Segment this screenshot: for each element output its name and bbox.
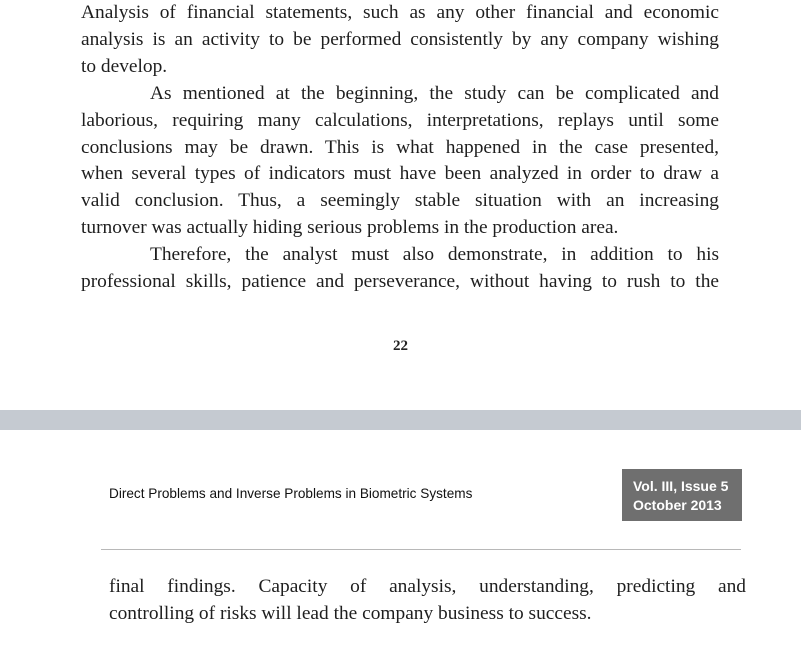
text-line: conclusions may be drawn. This is what happened in the case presented, (81, 136, 719, 158)
body-text-bottom (109, 574, 746, 628)
text-line: to develop. (81, 55, 168, 77)
paragraph-1 (81, 0, 719, 81)
text-line: As mentioned at the beginning, the study can be complicated and (150, 82, 719, 104)
text-line: Therefore, the analyst must also demonstrate, in addition to his (150, 244, 719, 266)
paragraph-4 (109, 574, 746, 628)
text-line: professional skills, patience and perseverance, without having to rush to the (81, 271, 719, 293)
page-separator (0, 410, 801, 430)
header-divider (101, 549, 741, 550)
issue-badge (622, 469, 742, 521)
journal-title: Direct Problems and Inverse Problems in Biometric Systems (109, 486, 473, 501)
text-line: laborious, requiring many calculations, interpretations, replays until some (81, 109, 719, 131)
volume-issue: Vol. III, Issue 5 (633, 478, 729, 494)
paragraph-3 (81, 242, 719, 296)
issue-date: October 2013 (633, 497, 722, 513)
body-text-top (81, 0, 719, 296)
text-line: analysis is an activity to be performed consistently by any company wishing (81, 28, 719, 50)
text-line: final findings. Capacity of analysis, understanding, predicting and (109, 576, 746, 597)
text-line: controlling of risks will lead the company business to success. (109, 602, 592, 624)
text-line: Analysis of financial statements, such as any other financial and economic (81, 2, 719, 23)
text-line: turnover was actually hiding serious problems in the production area. (81, 217, 619, 239)
text-line: when several types of indicators must have been analyzed in order to draw a (81, 163, 719, 185)
page-number: 22 (393, 338, 408, 354)
paragraph-2 (81, 81, 719, 242)
text-line: valid conclusion. Thus, a seemingly stable situation with an increasing (81, 190, 719, 212)
